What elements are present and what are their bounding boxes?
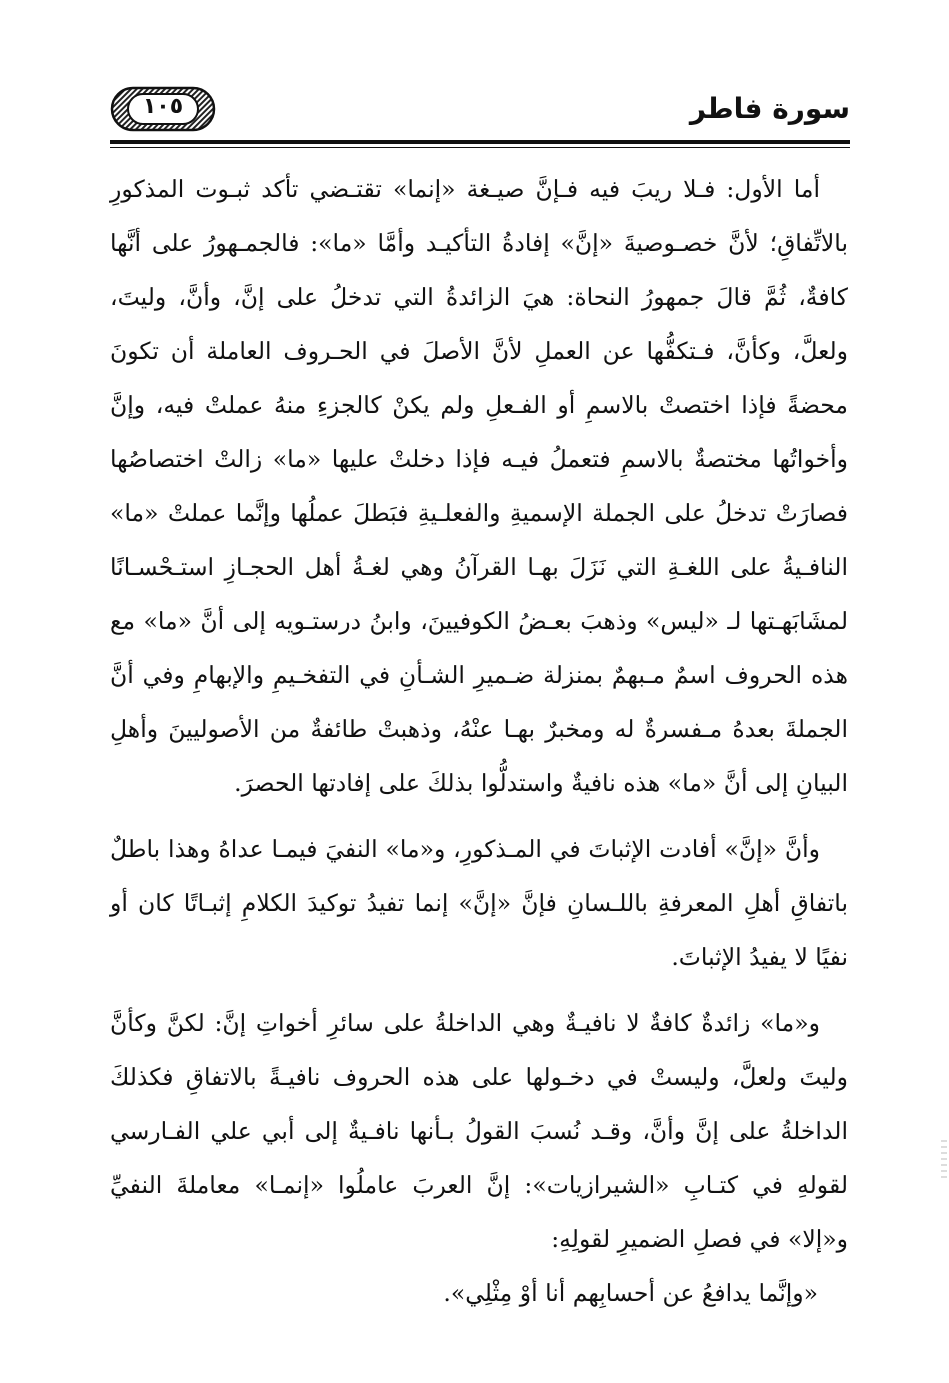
page-header — [110, 86, 850, 142]
surah-title: سورة فاطر — [689, 92, 850, 125]
poetry-verse: «وإنَّما يدافعُ عن أحسابِهم أنا أوْ مِثْلِي». — [443, 1279, 818, 1307]
paragraph-3: و«ما» زائدةٌ كافةٌ لا نافيـةٌ وهي الداخلةُ على سائرِ أخواتِ إنَّ: لكنَّ وكأنَّ وليتَ ولعلَّ، وليستْ في دخـولها على هذه الحروف نافيـةً بالاتفاقِ فكذلكَ الداخلةُ على إنَّ وأنَّ، وقـد نُسبَ القولُ بـأنها نافـيةٌ إلى أبي علي الفـارسي لقولهِ في كتـابِ «الشيرازيات»: إنَّ العربَ عاملُوا «إنمـا» معاملةَ النفيِّ و«إلا» في فصلِ الضميرِ لقولِهِ: — [110, 1009, 848, 1253]
header-rule-thin — [110, 147, 850, 148]
main-text — [110, 162, 848, 1320]
paragraph-2: وأنَّ «إنَّ» أفادت الإثباتَ في المـذكورِ، و«ما» النفيَ فيمـا عداهُ وهذا باطلٌ باتفاقِ أهلِ المعرفةِ باللـسانِ فإنَّ «إنَّ» إنما تفيدُ توكيدَ الكلامِ إثبـاتًا كان أو نفيًا لا يفيدُ الإثباتَ. — [110, 835, 848, 971]
scan-artifact — [941, 1140, 947, 1180]
header-rule-thick — [110, 140, 850, 144]
page-number: ١٠٥ — [142, 94, 184, 119]
page-number-badge — [110, 86, 216, 132]
paragraph-1: أما الأول: فـلا ريبَ فيه فـإنَّ صيـغة «إنما» تقتـضي تأكد ثبـوت المذكورِ بالاتِّفاقِ؛ لأنَّ خصـوصيةَ «إنَّ» إفادةُ التأكيـد وأمَّا «ما»: فالجمـهورُ على أنَّها كافةٌ، ثُمَّ قالَ جمهورُ النحاة: هيَ الزائدةُ التي تدخلُ على إنَّ، وأنَّ، وليتَ، ولعلَّ، وكأنَّ، فـتكفُّها عن العملِ لأنَّ الأصلَ في الحـروف العاملة أن تكونَ محضةً فإذا اختصتْ بالاسمِ أو الفـعلِ ولم يكنْ كالجزءِ منهُ عملتْ فيه، وإنَّ وأخواتُها مختصةٌ بالاسمِ فتعملُ فيـه فإذا دخلتْ عليها «ما» زالتْ اختصاصُها فصارَتْ تدخلُ على الجملة الإسميةِ والفعلـيةِ فبَطلَ عملُها وإنَّما عملتْ «ما» النافـيةُ على اللغـةِ التي نَزَلَ بهـا القرآنُ وهي لغـةُ أهل الحجـازِ استـحْسـانًا لمشَابَهـتها لـ «ليس» وذهبَ بعـضُ الكوفيينَ، وابنُ درستـويه إلى أنَّ «ما» مع هذه الحروف اسمٌ مـبهمٌ بمنزلة ضـميرِ الشـأنِ في التفخـيمِ والإبهامِ وفي أنَّ الجملةَ بعدهُ مـفسرةٌ له ومخبرٌ بهـا عنْهُ، وذهبتْ طائفةٌ من الأصوليينَ وأهلِ البيانِ إلى أنَّ «ما» هذه نافيةٌ واستدلُّوا بذلكَ على إفادتها الحصرَ. — [110, 175, 848, 797]
